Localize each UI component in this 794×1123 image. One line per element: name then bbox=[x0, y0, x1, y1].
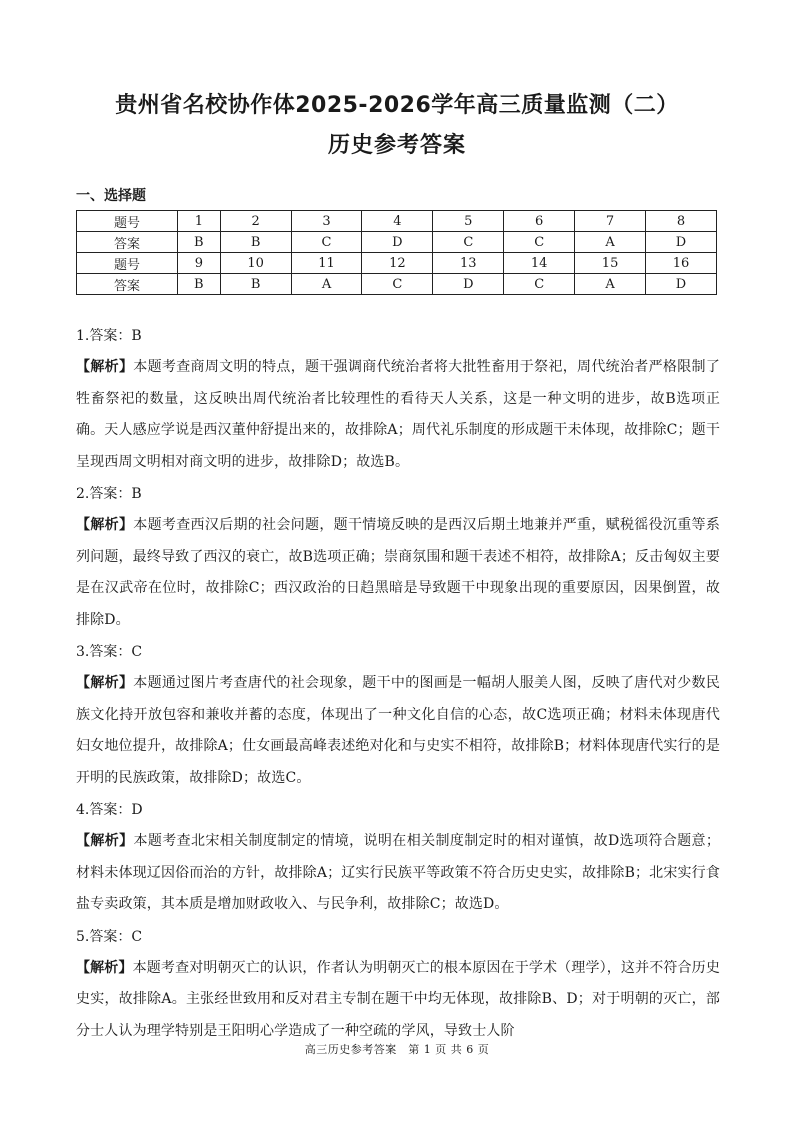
table-cell: D bbox=[646, 274, 717, 295]
table-cell: B bbox=[178, 232, 221, 253]
table-cell: 1 bbox=[178, 211, 221, 232]
explanation-text: 本题考查北宋相关制度制定的情境，说明在相关制度制定时的相对谨慎，故D选项符合题意；材料未体现辽因俗而治的方针，故排除A；辽实行民族平等政策不符合历史史实，故排除B；北宋实行食盐专卖政策，其本质是增加财政收入、与民争利，故排除C；故选D。 bbox=[76, 833, 720, 912]
table-cell: 14 bbox=[504, 253, 575, 274]
answer-item bbox=[76, 478, 720, 636]
table-cell: C bbox=[504, 232, 575, 253]
table-cell: 答案 bbox=[77, 232, 178, 253]
table-cell: D bbox=[646, 232, 717, 253]
page-footer: 高三历史参考答案 第 1 页 共 6 页 bbox=[304, 1043, 490, 1056]
table-row bbox=[77, 232, 717, 253]
table-cell: 6 bbox=[504, 211, 575, 232]
table-cell: B bbox=[220, 232, 291, 253]
table-cell: C bbox=[433, 232, 504, 253]
explanation-paragraph bbox=[76, 510, 720, 636]
answer-heading: 1.答案：B bbox=[76, 328, 142, 344]
answer-item bbox=[76, 320, 720, 478]
answer-heading: 3.答案：C bbox=[76, 644, 143, 660]
table-cell: B bbox=[220, 274, 291, 295]
table-cell: C bbox=[291, 232, 362, 253]
table-cell: 答案 bbox=[77, 274, 178, 295]
table-cell: 题号 bbox=[77, 211, 178, 232]
table-row bbox=[77, 211, 717, 232]
table-cell: 2 bbox=[220, 211, 291, 232]
table-cell: A bbox=[291, 274, 362, 295]
table-cell: 题号 bbox=[77, 253, 178, 274]
answer-item bbox=[76, 794, 720, 921]
table-cell: C bbox=[504, 274, 575, 295]
explanations-list bbox=[76, 320, 720, 1047]
explanation-text: 本题考查对明朝灭亡的认识，作者认为明朝灭亡的根本原因在于学术（理学），这并不符合历史史实，故排除A。主张经世致用和反对君主专制在题干中均无体现，故排除B、D；对于明朝的灭亡，部分士人认为理学特别是王阳明心学造成了一种空疏的学风，导致士人阶 bbox=[76, 959, 720, 1039]
explanation-text: 本题考查西汉后期的社会问题，题干情境反映的是西汉后期土地兼并严重，赋税徭役沉重等系列问题，最终导致了西汉的衰亡，故B选项正确；崇商氛围和题干表述不相符，故排除A；反击匈奴主要是在汉武帝在位时，故排除C；西汉政治的日趋黑暗是导致题干中现象出现的重要原因，因果倒置，故排除D。 bbox=[76, 517, 720, 628]
table-row bbox=[77, 253, 717, 274]
table-cell: 15 bbox=[575, 253, 646, 274]
section-heading: 一、选择题 bbox=[76, 188, 146, 204]
table-cell: D bbox=[433, 274, 504, 295]
table-cell: D bbox=[362, 232, 433, 253]
table-cell: 8 bbox=[646, 211, 717, 232]
answer-item bbox=[76, 636, 720, 794]
analysis-tag: 【解析】 bbox=[76, 959, 133, 976]
table-cell: 12 bbox=[362, 253, 433, 274]
table-row bbox=[77, 274, 717, 295]
table-cell: 4 bbox=[362, 211, 433, 232]
explanation-paragraph bbox=[76, 826, 720, 921]
table-cell: B bbox=[178, 274, 221, 295]
analysis-tag: 【解析】 bbox=[76, 675, 134, 691]
table-cell: 9 bbox=[178, 253, 221, 274]
table-cell: 10 bbox=[220, 253, 291, 274]
answer-item bbox=[76, 921, 720, 1048]
table-cell: 5 bbox=[433, 211, 504, 232]
table-cell: 7 bbox=[575, 211, 646, 232]
document-subtitle: 历史参考答案 bbox=[327, 133, 466, 158]
answer-heading: 5.答案：C bbox=[76, 928, 143, 945]
explanation-text: 本题考查商周文明的特点，题干强调商代统治者将大批牲畜用于祭祀，周代统治者严格限制了牲畜祭祀的数量，这反映出周代统治者比较理性的看待天人关系，这是一种文明的进步，故B选项正确。天人感应学说是西汉董仲舒提出来的，故排除A；周代礼乐制度的形成题干未体现，故排除C；题干呈现西周文明相对商文明的进步，故排除D；故选B。 bbox=[76, 359, 720, 470]
answer-heading: 4.答案：D bbox=[76, 802, 143, 818]
table-cell: A bbox=[575, 232, 646, 253]
answer-heading: 2.答案：B bbox=[76, 486, 142, 502]
table-cell: C bbox=[362, 274, 433, 295]
table-cell: 13 bbox=[433, 253, 504, 274]
table-cell: A bbox=[575, 274, 646, 295]
analysis-tag: 【解析】 bbox=[76, 833, 134, 849]
explanation-text: 本题通过图片考查唐代的社会现象，题干中的图画是一幅胡人服美人图，反映了唐代对少数民族文化持开放包容和兼收并蓄的态度，体现出了一种文化自信的心态，故C选项正确；材料未体现唐代妇女地位提升，故排除A；仕女画最高峰表述绝对化和与史实不相符，故排除B；材料体现唐代实行的是开明的民族政策，故排除D；故选C。 bbox=[76, 675, 720, 786]
answer-table bbox=[76, 210, 717, 295]
document-title: 贵州省名校协作体2025-2026学年高三质量监测（二） bbox=[115, 93, 679, 118]
table-cell: 11 bbox=[291, 253, 362, 274]
explanation-paragraph bbox=[76, 668, 720, 794]
explanation-paragraph bbox=[76, 352, 720, 478]
analysis-tag: 【解析】 bbox=[76, 359, 134, 375]
table-cell: 16 bbox=[646, 253, 717, 274]
table-cell: 3 bbox=[291, 211, 362, 232]
analysis-tag: 【解析】 bbox=[76, 517, 134, 533]
explanation-paragraph bbox=[76, 953, 720, 1048]
